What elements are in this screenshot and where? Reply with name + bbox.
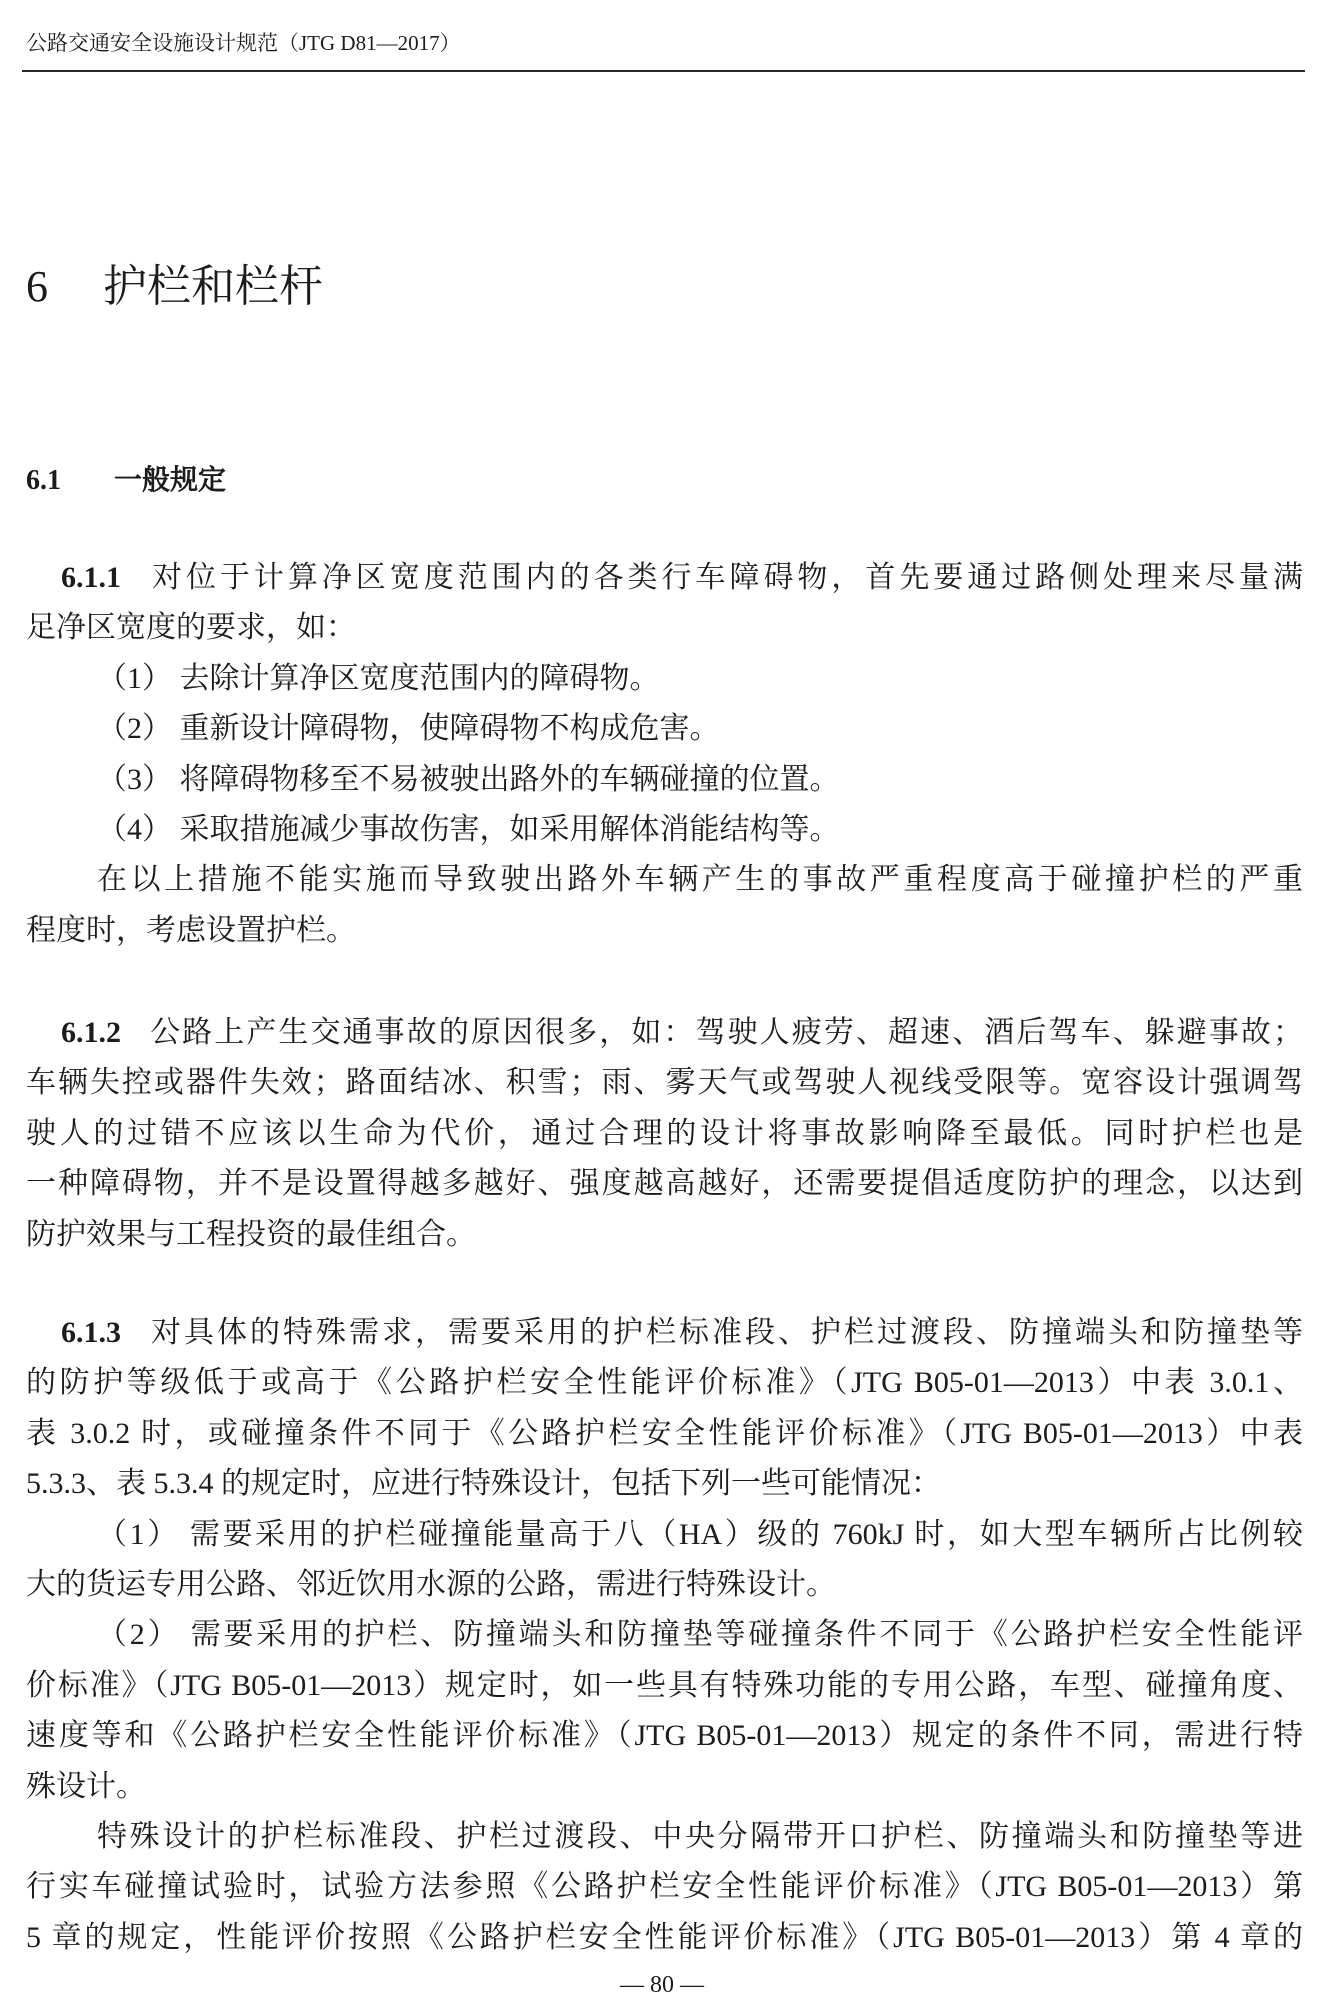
clause-line: 价标准》（JTG B05-01—2013）规定时，如一些具有特殊功能的专用公路，车型、碰撞角度、 [26,1668,1303,1702]
running-header: 公路交通安全设施设计规范（JTG D81—2017） [26,31,461,55]
clause-line: 5.3.3、表 5.3.4 的规定时，应进行特殊设计，包括下列一些可能情况： [26,1467,941,1501]
chapter-title: 护栏和栏杆 [103,262,323,311]
clause-text: 对位于计算净区宽度范围内的各类行车障碍物，首先要通过路侧处理来尽量满 [148,561,1303,594]
clause-6-1-3 [26,1308,1303,1963]
list-item: （4） 采取措施减少事故伤害，如采用解体消能结构等。 [97,812,840,846]
section-number: 6.1 [26,465,61,496]
clause-line: 程度时，考虑设置护栏。 [26,913,356,947]
clause-line: 驶人的过错不应该以生命为代价，通过合理的设计将事故影响降至最低。同时护栏也是 [26,1116,1303,1150]
list-item: （1） 需要采用的护栏碰撞能量高于八（HA）级的 760kJ 时，如大型车辆所占比例较 [97,1517,1303,1551]
clause-text: 对具体的特殊需求，需要采用的护栏标准段、护栏过渡段、防撞端头和防撞垫等 [148,1316,1303,1349]
clause-line: 殊设计。 [26,1769,146,1803]
clause-line: 一种障碍物，并不是设置得越多越好、强度越高越好，还需要提倡适度防护的理念，以达到 [26,1167,1303,1201]
clause-line [26,1308,1303,1358]
list-item: （2） 重新设计障碍物，使障碍物不构成危害。 [97,712,720,746]
clause-line [26,553,1303,603]
clause-text: 公路上产生交通事故的原因很多，如：驾驶人疲劳、超速、酒后驾车、躲避事故； [148,1016,1303,1049]
clause-number: 6.1.3 [61,1316,121,1349]
clause-line: 5 章的规定，性能评价按照《公路护栏安全性能评价标准》（JTG B05-01—2013）第 4 章的 [26,1920,1303,1954]
section-title: 一般规定 [114,465,227,496]
clause-line [26,1008,1303,1058]
section-heading [26,463,226,499]
clause-line: 防护效果与工程投资的最佳组合。 [26,1217,476,1251]
clause-line: 速度等和《公路护栏安全性能评价标准》（JTG B05-01—2013）规定的条件不同，需进行特 [26,1719,1303,1753]
clause-line: 足净区宽度的要求，如： [26,611,356,645]
clause-line: 的防护等级低于或高于《公路护栏安全性能评价标准》（JTG B05-01—2013）中表 3.0.1、 [26,1366,1303,1400]
list-item: （1） 去除计算净区宽度范围内的障碍物。 [97,661,660,695]
list-item: （3） 将障碍物移至不易被驶出路外的车辆碰撞的位置。 [97,762,840,796]
chapter-number: 6 [26,262,48,311]
clause-line: 大的货运专用公路、邻近饮用水源的公路，需进行特殊设计。 [26,1567,836,1601]
clause-line: 特殊设计的护栏标准段、护栏过渡段、中央分隔带开口护栏、防撞端头和防撞垫等进 [97,1819,1303,1853]
chapter-heading [26,259,323,315]
clause-line: 行实车碰撞试验时，试验方法参照《公路护栏安全性能评价标准》（JTG B05-01—2013）第 [26,1870,1303,1904]
clause-number: 6.1.2 [61,1016,121,1049]
header-rule [22,70,1305,72]
list-item: （2） 需要采用的护栏、防撞端头和防撞垫等碰撞条件不同于《公路护栏安全性能评 [97,1618,1303,1652]
clause-6-1-2 [26,1008,1303,1260]
clause-line: 车辆失控或器件失效；路面结冰、积雪；雨、雾天气或驾驶人视线受限等。宽容设计强调驾 [26,1066,1303,1100]
page-number: — 80 — [620,1972,704,1998]
clause-6-1-1 [26,553,1303,956]
clause-line: 表 3.0.2 时，或碰撞条件不同于《公路护栏安全性能评价标准》（JTG B05-01—2013）中表 [26,1416,1303,1450]
clause-number: 6.1.1 [61,561,121,594]
clause-line: 在以上措施不能实施而导致驶出路外车辆产生的事故严重程度高于碰撞护栏的严重 [97,863,1303,897]
